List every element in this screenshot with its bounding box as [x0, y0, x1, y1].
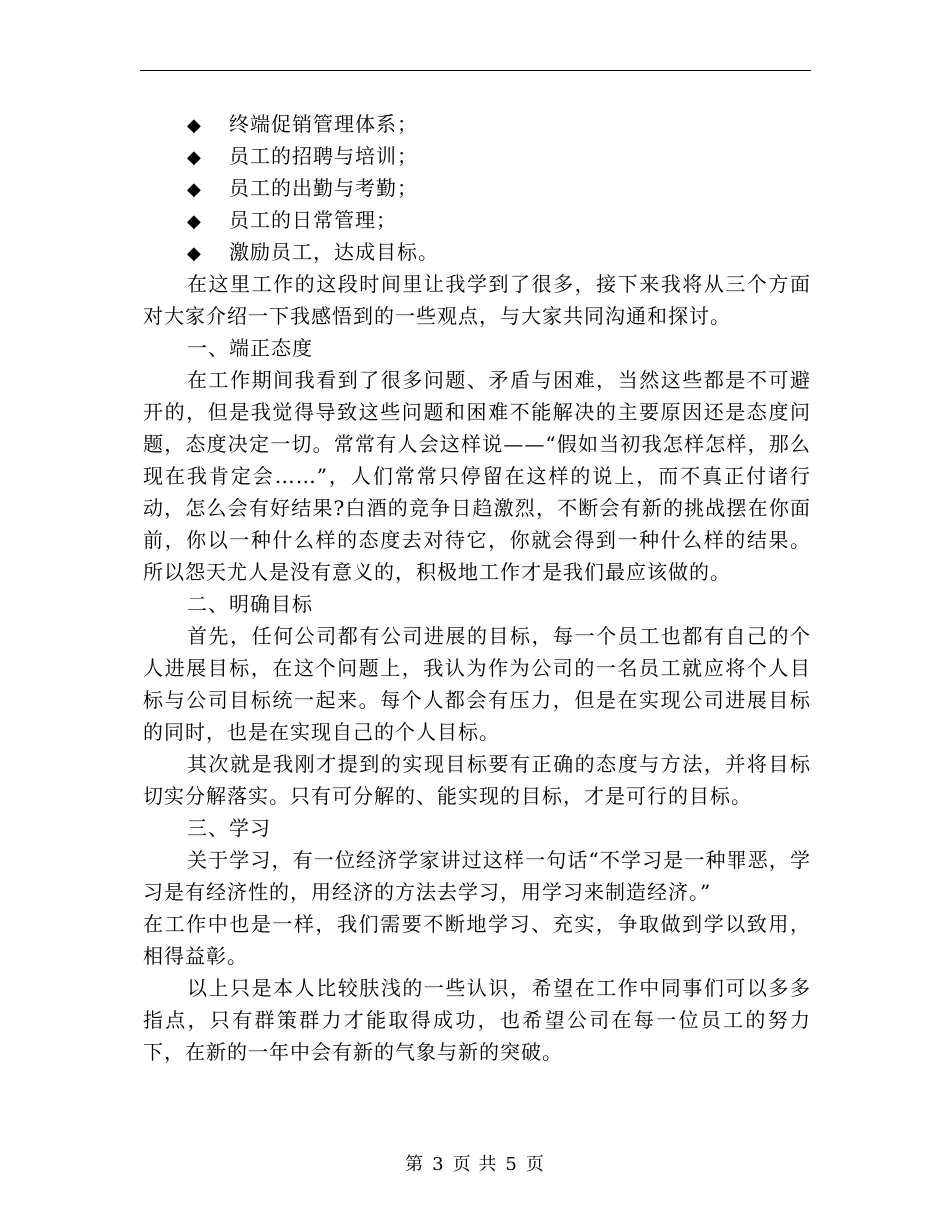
- section-heading-learning: 三、学习: [187, 816, 271, 840]
- page-footer: [0, 1150, 950, 1176]
- diamond-bullet-icon: ◆: [187, 147, 202, 168]
- bullet-item: [143, 140, 811, 172]
- bullet-item: [143, 172, 811, 204]
- bullet-text: 终端促销管理体系；: [229, 112, 418, 136]
- bullet-item: [143, 204, 811, 236]
- section-heading-goals: 二、明确目标: [187, 592, 313, 616]
- intro-paragraph: 在这里工作的这段时间里让我学到了很多，接下来我将从三个方面对大家介绍一下我感悟到的一些观点，与大家共同沟通和探讨。: [143, 272, 811, 328]
- section-body-learning-b: 在工作中也是一样，我们需要不断地学习、充实，争取做到学以致用，相得益彰。: [143, 912, 811, 968]
- current-page-number: 3: [432, 1154, 445, 1175]
- diamond-bullet-icon: ◆: [187, 243, 202, 264]
- bullet-item: [143, 108, 811, 140]
- diamond-bullet-icon: ◆: [187, 211, 202, 232]
- total-pages-number: 5: [505, 1154, 518, 1175]
- footer-label-suffix: 页: [525, 1154, 545, 1175]
- bullet-text: 激励员工，达成目标。: [229, 240, 439, 264]
- diamond-bullet-icon: ◆: [187, 179, 202, 200]
- section-body-goals-1: 首先，任何公司都有公司进展的目标，每一个员工也都有自己的个人进展目标，在这个问题上，我认为作为公司的一名员工就应将个人目标与公司目标统一起来。每个人都会有压力，但是在实现公司进展目标的同时，也是在实现自己的个人目标。: [143, 624, 811, 744]
- bullet-text: 员工的出勤与考勤；: [229, 176, 418, 200]
- section-body-goals-2: 其次就是我刚才提到的实现目标要有正确的态度与方法，并将目标切实分解落实。只有可分解的、能实现的目标，才是可行的目标。: [143, 752, 811, 808]
- bullet-text: 员工的日常管理；: [229, 208, 397, 232]
- section-body-attitude: 在工作期间我看到了很多问题、矛盾与困难，当然这些都是不可避开的，但是我觉得导致这些问题和困难不能解决的主要原因还是态度问题，态度决定一切。常常有人会这样说——“假如当初我怎样怎样，那么现在我肯定会……”，人们常常只停留在这样的说上，而不真正付诸行动，怎么会有好结果?白酒的竞争日趋激烈，不断会有新的挑战摆在你面前，你以一种什么样的态度去对待它，你就会得到一种什么样的结果。所以怨天尤人是没有意义的，积极地工作才是我们最应该做的。: [143, 368, 811, 584]
- header-rule: [140, 70, 811, 71]
- bullet-item: [143, 236, 811, 268]
- footer-label-prefix: 第: [405, 1154, 425, 1175]
- footer-label-mid: 页 共: [452, 1154, 498, 1175]
- conclusion-paragraph: 以上只是本人比较肤浅的一些认识，希望在工作中同事们可以多多指点，只有群策群力才能取得成功，也希望公司在每一位员工的努力下，在新的一年中会有新的气象与新的突破。: [143, 976, 811, 1064]
- section-body-learning-a: 关于学习，有一位经济学家讲过这样一句话“不学习是一种罪恶，学习是有经济性的，用经济的方法去学习，用学习来制造经济。”: [143, 848, 811, 904]
- diamond-bullet-icon: ◆: [187, 115, 202, 136]
- section-heading-attitude: 一、端正态度: [187, 336, 313, 360]
- document-body: [143, 108, 811, 1068]
- bullet-text: 员工的招聘与培训；: [229, 144, 418, 168]
